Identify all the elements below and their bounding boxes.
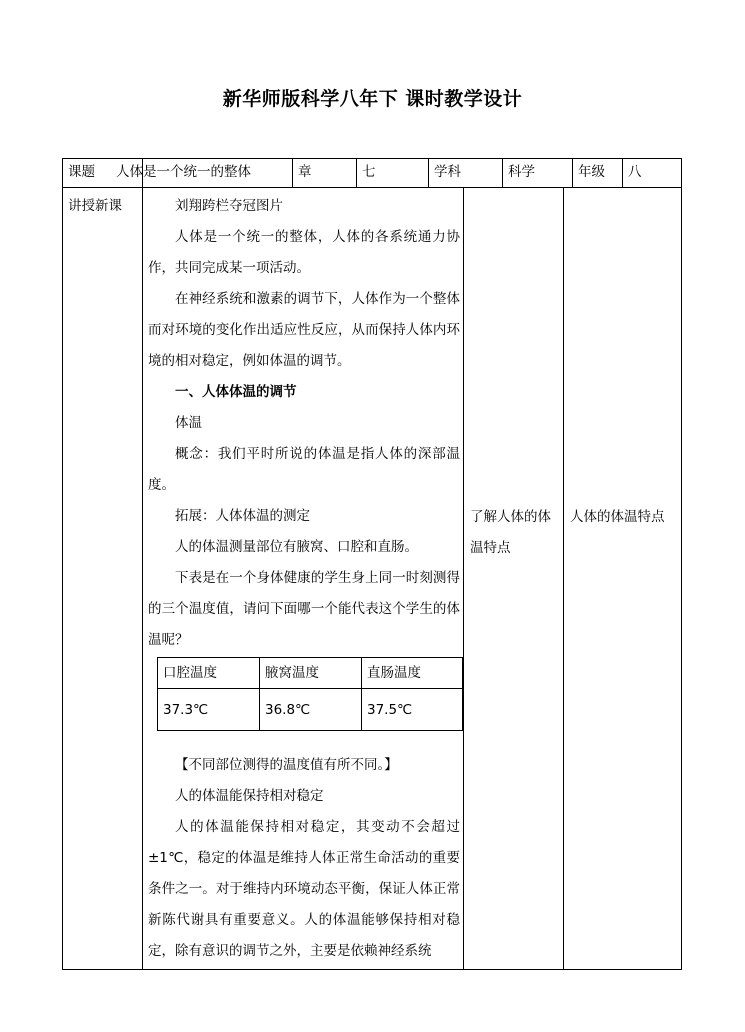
- section-heading: 一、人体体温的调节: [175, 384, 297, 400]
- paragraph: 拓展：人体体温的测定: [175, 508, 310, 524]
- paragraph: 在神经系统和激素的调节下，人体作为一个整体而对环境的变化作出适应性反应，从而保持人体内环境的相对稳定，例如体温的调节。: [148, 291, 460, 369]
- body-col-divider-2: [563, 187, 564, 970]
- topic-value: 人体是一个统一的整体: [116, 164, 251, 180]
- col-divider-1: [142, 158, 143, 970]
- lesson-content: [148, 191, 460, 967]
- paragraph: 人的体温能保持相对稳定: [175, 788, 324, 804]
- body-col-divider-1: [463, 187, 464, 970]
- temperature-header: 口腔温度: [163, 665, 217, 681]
- chapter-value: 七: [362, 164, 376, 180]
- temperature-table: [157, 657, 463, 731]
- paragraph: 体温: [175, 415, 202, 431]
- learning-objective: 了解人体的体温特点: [470, 509, 551, 556]
- temperature-header: 腋窝温度: [265, 665, 319, 681]
- chapter-label: 章: [298, 164, 312, 180]
- paragraph: 下表是在一个身体健康的学生身上同一时刻测得的三个温度值，请问下面哪一个能代表这个学生的体温呢？: [148, 570, 460, 648]
- page-title: 新华师版科学八年下 课时教学设计: [222, 88, 523, 110]
- paragraph: 概念：我们平时所说的体温是指人体的深部温度。: [148, 446, 460, 493]
- key-point: 人体的体温特点: [570, 509, 665, 525]
- grade-value: 八: [628, 164, 642, 180]
- subject-label: 学科: [434, 164, 461, 180]
- temperature-value: 36.8℃: [265, 702, 311, 718]
- temperature-value: 37.5℃: [367, 702, 413, 718]
- header-row-divider: [62, 187, 682, 188]
- subject-value: 科学: [508, 164, 535, 180]
- section-label: 讲授新课: [68, 198, 122, 214]
- paragraph: 刘翔跨栏夺冠图片: [175, 198, 283, 214]
- paragraph: 人的体温测量部位有腋窝、口腔和直肠。: [175, 539, 418, 555]
- grade-label: 年级: [578, 164, 605, 180]
- paragraph: 【不同部位测得的温度值有所不同。】: [175, 757, 398, 773]
- temperature-value: 37.3℃: [163, 702, 209, 718]
- topic-label: 课题: [68, 164, 95, 180]
- paragraph: 人的体温能保持相对稳定，其变动不会超过±1℃，稳定的体温是维持人体正常生命活动的重要条件之一。对于维持内环境动态平衡，保证人体正常新陈代谢具有重要意义。人的体温能够保持相对稳定，除有意识的调节之外，主要是依赖神经系统: [148, 819, 460, 959]
- temperature-header: 直肠温度: [367, 665, 421, 681]
- paragraph: 人体是一个统一的整体，人体的各系统通力协作，共同完成某一项活动。: [148, 229, 460, 276]
